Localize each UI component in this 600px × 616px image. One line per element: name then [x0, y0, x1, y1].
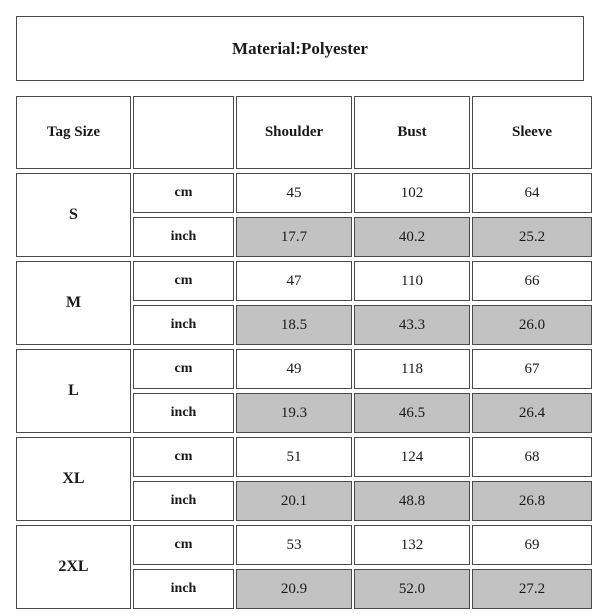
cell-bust-inch: 46.5: [354, 393, 470, 433]
cell-bust-cm: 124: [354, 437, 470, 477]
cell-shoulder-cm: 47: [236, 261, 352, 301]
cell-bust-inch: 43.3: [354, 305, 470, 345]
cell-sleeve-cm: 68: [472, 437, 592, 477]
cell-sleeve-inch: 26.4: [472, 393, 592, 433]
cell-shoulder-cm: 51: [236, 437, 352, 477]
unit-cm: cm: [133, 525, 234, 565]
unit-cm: cm: [133, 261, 234, 301]
header-sleeve: Sleeve: [472, 96, 592, 169]
cell-shoulder-cm: 53: [236, 525, 352, 565]
cell-shoulder-cm: 45: [236, 173, 352, 213]
cell-bust-inch: 40.2: [354, 217, 470, 257]
size-label-l: L: [16, 349, 131, 433]
material-label: Material:: [232, 38, 301, 58]
material-value: Polyester: [300, 38, 368, 58]
material-banner: [16, 16, 584, 81]
unit-cm: cm: [133, 437, 234, 477]
cell-bust-inch: 48.8: [354, 481, 470, 521]
unit-inch: inch: [133, 481, 234, 521]
header-bust: Bust: [354, 96, 470, 169]
unit-cm: cm: [133, 173, 234, 213]
size-label-s: S: [16, 173, 131, 257]
cell-bust-cm: 118: [354, 349, 470, 389]
size-label-xl: XL: [16, 437, 131, 521]
cell-bust-cm: 132: [354, 525, 470, 565]
header-tag-size: Tag Size: [16, 96, 131, 169]
cell-sleeve-cm: 66: [472, 261, 592, 301]
unit-inch: inch: [133, 305, 234, 345]
unit-cm: cm: [133, 349, 234, 389]
unit-inch: inch: [133, 569, 234, 609]
cell-sleeve-inch: 26.0: [472, 305, 592, 345]
cell-shoulder-inch: 19.3: [236, 393, 352, 433]
unit-inch: inch: [133, 217, 234, 257]
unit-inch: inch: [133, 393, 234, 433]
cell-bust-inch: 52.0: [354, 569, 470, 609]
cell-sleeve-inch: 26.8: [472, 481, 592, 521]
cell-sleeve-inch: 25.2: [472, 217, 592, 257]
cell-shoulder-inch: 20.1: [236, 481, 352, 521]
size-table: [16, 96, 584, 616]
cell-shoulder-inch: 20.9: [236, 569, 352, 609]
cell-sleeve-cm: 69: [472, 525, 592, 565]
header-shoulder: Shoulder: [236, 96, 352, 169]
size-label-2xl: 2XL: [16, 525, 131, 609]
size-label-m: M: [16, 261, 131, 345]
cell-shoulder-cm: 49: [236, 349, 352, 389]
cell-sleeve-cm: 64: [472, 173, 592, 213]
cell-sleeve-cm: 67: [472, 349, 592, 389]
header-unit-blank: [133, 96, 234, 169]
cell-shoulder-inch: 17.7: [236, 217, 352, 257]
cell-bust-cm: 110: [354, 261, 470, 301]
cell-shoulder-inch: 18.5: [236, 305, 352, 345]
cell-bust-cm: 102: [354, 173, 470, 213]
size-chart: [16, 16, 584, 596]
cell-sleeve-inch: 27.2: [472, 569, 592, 609]
